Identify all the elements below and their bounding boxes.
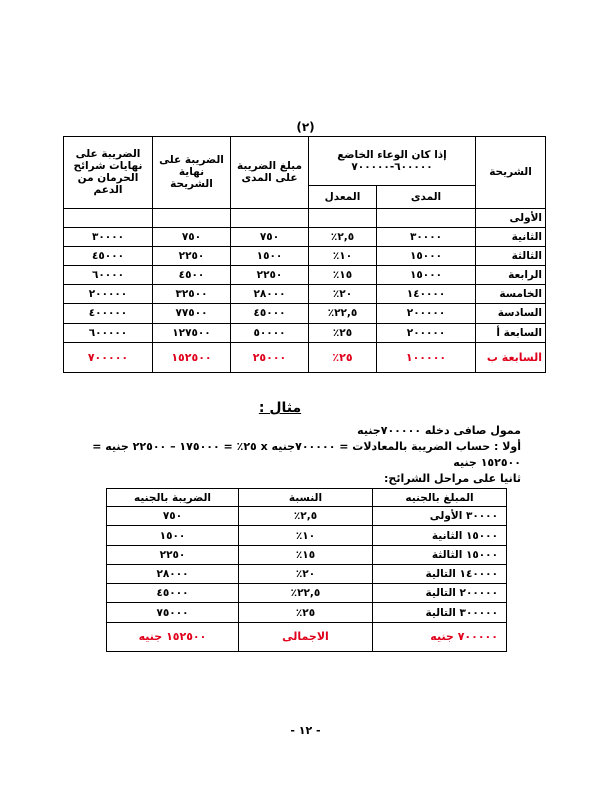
cell-tax-deprivation: ٤٥٠٠٠ [64, 246, 153, 265]
cell-rate: ٢٠٪ [309, 285, 377, 304]
header-segment: الشريحة [476, 137, 546, 209]
table-row [64, 266, 546, 285]
table-row [64, 304, 546, 323]
cell-range [377, 208, 476, 227]
cell-segment: السابعة ب [476, 342, 546, 372]
table-row [107, 564, 507, 583]
cell-rate: ٢٥٪ [309, 342, 377, 372]
cell-range: ١٥٠٠٠ [377, 266, 476, 285]
cell-tax: ١٥٢٥٠٠ جنيه [107, 622, 239, 651]
example-line-4: ثانيا على مراحل الشرائح: [384, 472, 521, 485]
header-tax-deprivation: الضريبة على نهايات شرائح الحرمان من الدعم [64, 137, 153, 209]
cell-tax-end: ٣٢٥٠٠ [153, 285, 231, 304]
cell-tax: ١٥٠٠ [107, 526, 239, 545]
cell-rate: ٢٢,٥٪ [309, 304, 377, 323]
cell-tax-range: ٥٠٠٠٠ [231, 323, 309, 342]
cell-tax-deprivation: ٦٠٠٠٠٠ [64, 323, 153, 342]
table-row [107, 545, 507, 564]
table-row-total [107, 622, 507, 651]
example-segments-table [106, 488, 507, 652]
cell-tax-end: ٧٧٥٠٠ [153, 304, 231, 323]
table-row [64, 285, 546, 304]
cell-tax: ٢٨٠٠٠ [107, 564, 239, 583]
cell-tax-deprivation: ٤٠٠٠٠٠ [64, 304, 153, 323]
table-row [64, 323, 546, 342]
cell-segment: الخامسة [476, 285, 546, 304]
cell-range: ٢٠٠٠٠٠ [377, 304, 476, 323]
cell-ratio: ١٠٪ [239, 526, 373, 545]
cell-tax-deprivation: ٧٠٠٠٠٠ [64, 342, 153, 372]
cell-range: ١٠٠٠٠٠ [377, 342, 476, 372]
example-line-2: أولا : حساب الضريبة بالمعادلات = ٧٠٠٠٠٠جنيه x ٢٥٪ = ١٧٥٠٠٠ – ٢٢٥٠٠ جنيه = [92, 440, 521, 453]
header-tax-over-range: مبلغ الضريبة على المدى [231, 137, 309, 209]
cell-range: ٣٠٠٠٠ [377, 227, 476, 246]
cell-ratio: ٢٠٪ [239, 564, 373, 583]
cell-segment: الثانية [476, 227, 546, 246]
cell-tax-range: ٤٥٠٠٠ [231, 304, 309, 323]
cell-segment: الثالثة [476, 246, 546, 265]
cell-range: ٢٠٠٠٠٠ [377, 323, 476, 342]
cell-amount: ٣٠٠٠٠ الأولى [373, 507, 507, 526]
header-taxable-pot-label: إذا كان الوعاء الخاضع [337, 149, 447, 162]
cell-amount: ٧٠٠٠٠٠ جنيه [373, 622, 507, 651]
header-tax-segment-end: الضريبة على نهاية الشريحة [153, 137, 231, 209]
cell-segment: السادسة [476, 304, 546, 323]
cell-tax: ٢٢٥٠ [107, 545, 239, 564]
cell-amount: ٣٠٠٠٠٠ التالية [373, 603, 507, 622]
header-taxable-pot-values: ٦٠٠٠٠٠-٧٠٠٠٠٠ [351, 161, 433, 174]
table-row [64, 246, 546, 265]
cell-tax-end: ٤٥٠٠ [153, 266, 231, 285]
cell-tax: ٧٥٠٠٠ [107, 603, 239, 622]
cell-tax-range: ٢٢٥٠ [231, 266, 309, 285]
cell-range: ١٤٠٠٠٠ [377, 285, 476, 304]
cell-tax-range [231, 208, 309, 227]
cell-tax-end: ١٢٧٥٠٠ [153, 323, 231, 342]
table-row [64, 208, 546, 227]
cell-segment: الرابعة [476, 266, 546, 285]
cell-tax-end [153, 208, 231, 227]
cell-tax: ٤٥٠٠٠ [107, 584, 239, 603]
cell-tax: ٧٥٠ [107, 507, 239, 526]
cell-tax-deprivation: ٦٠٠٠٠ [64, 266, 153, 285]
cell-segment: الأولى [476, 208, 546, 227]
table-row [107, 507, 507, 526]
table-row-final [64, 342, 546, 372]
cell-tax-deprivation: ٢٠٠٠٠٠ [64, 285, 153, 304]
cell-tax-deprivation [64, 208, 153, 227]
cell-amount: ١٤٠٠٠٠ التالية [373, 564, 507, 583]
cell-rate [309, 208, 377, 227]
table-row [64, 227, 546, 246]
cell-segment: السابعة أ [476, 323, 546, 342]
tax-segments-table [63, 136, 546, 373]
cell-amount: ٢٠٠٠٠٠ التالية [373, 584, 507, 603]
cell-tax-end: ١٥٢٥٠٠ [153, 342, 231, 372]
cell-tax-end: ٢٢٥٠ [153, 246, 231, 265]
cell-tax-range: ٧٥٠ [231, 227, 309, 246]
cell-rate: ١٠٪ [309, 246, 377, 265]
cell-rate: ١٥٪ [309, 266, 377, 285]
header-ratio: النسبة [239, 489, 373, 507]
table-number: (٢) [296, 120, 315, 134]
cell-ratio: ٢٥٪ [239, 603, 373, 622]
header-range: المدى [377, 186, 476, 208]
cell-tax-range: ٢٨٠٠٠ [231, 285, 309, 304]
example-line-1: ممول صافى دخله ٧٠٠٠٠٠جنيه [357, 424, 521, 437]
cell-ratio: ٢,٥٪ [239, 507, 373, 526]
cell-amount: ١٥٠٠٠ الثالثة [373, 545, 507, 564]
example-line-3: ١٥٢٥٠٠ جنيه [453, 456, 521, 469]
header-rate: المعدل [309, 186, 377, 208]
cell-tax-range: ٢٥٠٠٠ [231, 342, 309, 372]
header-tax: الضريبة بالجنيه [107, 489, 239, 507]
table-row [107, 584, 507, 603]
cell-range: ١٥٠٠٠ [377, 246, 476, 265]
header-taxable-pot [309, 137, 476, 186]
page-number: - ١٢ - [290, 724, 321, 737]
table-row [107, 526, 507, 545]
cell-amount: ١٥٠٠٠ الثانية [373, 526, 507, 545]
cell-tax-deprivation: ٣٠٠٠٠ [64, 227, 153, 246]
cell-tax-end: ٧٥٠ [153, 227, 231, 246]
cell-rate: ٢٥٪ [309, 323, 377, 342]
cell-rate: ٢,٥٪ [309, 227, 377, 246]
cell-tax-range: ١٥٠٠ [231, 246, 309, 265]
cell-ratio: ٢٢,٥٪ [239, 584, 373, 603]
example-title: مثال : [258, 400, 302, 416]
cell-ratio: الاجمالى [239, 622, 373, 651]
cell-ratio: ١٥٪ [239, 545, 373, 564]
table-row [107, 603, 507, 622]
header-amount: المبلغ بالجنيه [373, 489, 507, 507]
